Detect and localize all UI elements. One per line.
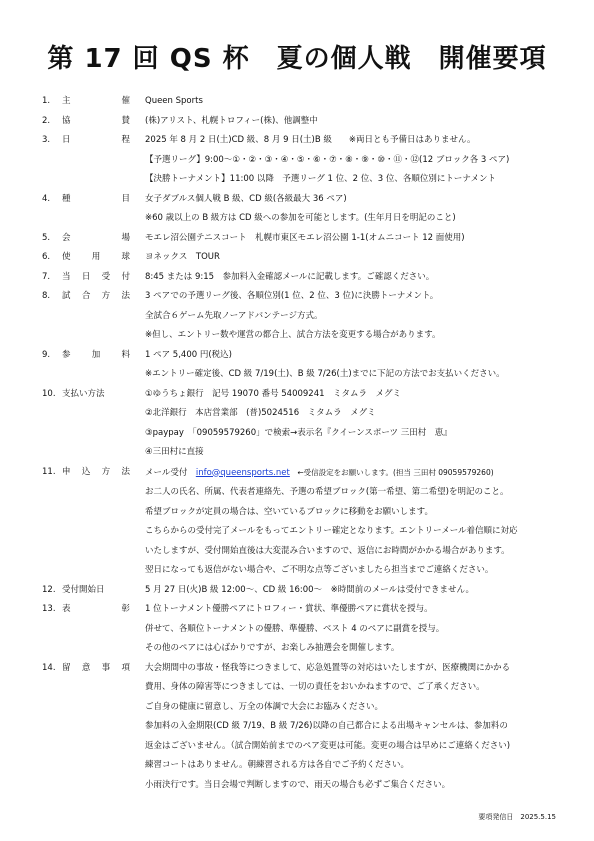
section-label — [62, 190, 130, 210]
section-body — [145, 659, 585, 796]
sections-list — [0, 92, 594, 795]
section-number: 10. — [42, 388, 56, 399]
section-4 — [0, 190, 594, 229]
section-line: 希望ブロックが定員の場合は、空いているブロックに移動をお願いします。 — [145, 506, 433, 517]
section-number: 9. — [42, 349, 51, 360]
section-label-char: 使 — [62, 252, 71, 262]
section-7 — [0, 268, 594, 288]
section-label-char: 用 — [91, 252, 101, 262]
section-line: 参加料の入金期限(CD 級 7/19、B 級 7/26)以降の自己都合による出場キャンセルは、参加料の — [145, 721, 508, 731]
section-label — [62, 581, 130, 601]
section-label-char: 当 — [62, 271, 71, 282]
section-label-char: 合 — [81, 291, 91, 301]
section-body — [145, 268, 585, 288]
section-number: 3. — [42, 135, 51, 145]
section-line: Queen Sports — [145, 96, 203, 106]
section-label-char: 加 — [91, 349, 101, 360]
section-body — [145, 190, 585, 229]
section-label-char: 試 — [62, 291, 71, 301]
section-number: 6. — [42, 252, 51, 262]
section-number: 11. — [42, 466, 56, 477]
section-9 — [0, 346, 594, 385]
section-body — [145, 463, 585, 581]
section-label — [62, 229, 130, 249]
section-label-char: 会 — [62, 232, 71, 243]
section-label — [62, 463, 130, 483]
section-label-char: 球 — [121, 252, 130, 262]
section-line: いたしますが、受付開始直後は大変混み合いますので、返信にお時間がかかる場合があります。 — [145, 545, 510, 556]
section-body — [145, 581, 585, 601]
section-13 — [0, 600, 594, 659]
section-2 — [0, 112, 594, 132]
section-label-char: 項 — [121, 662, 130, 673]
section-number: 14. — [42, 662, 56, 673]
section-label-char: 申 — [62, 466, 71, 477]
section-body — [145, 287, 585, 346]
section-label-char: 込 — [81, 466, 91, 477]
section-line: 1 ペア 5,400 円(税込) — [145, 349, 232, 360]
section-line: 併せて、各順位トーナメントの優勝、準優勝、ベスト 4 のペアに副賞を授与。 — [145, 623, 445, 634]
section-line: 【決勝トーナメント】11:00 以降 予選リーグ 1 位、2 位、3 位、各順位別にトーナメント — [145, 174, 497, 184]
section-line: 8:45 または 9:15 参加料入金確認メールに記載します。ご確認ください。 — [145, 271, 435, 282]
section-line: 女子ダブルス個人戦 B 級、CD 級(各級最大 36 ペア) — [145, 193, 347, 204]
section-line: 5 月 27 日(火)B 級 12:00～、CD 級 16:00～ ※時間前のメールは受付できません。 — [145, 584, 475, 595]
section-12 — [0, 581, 594, 601]
section-number: 13. — [42, 604, 56, 614]
section-line: ヨネックス TOUR — [145, 252, 220, 262]
section-11 — [0, 463, 594, 581]
section-line: お二人の氏名、所属、代表者連絡先、予選の希望ブロック(第一希望、第二希望)を明記のこと。 — [145, 487, 509, 497]
section-14 — [0, 659, 594, 796]
section-line: 練習コートはありません。朝練習される方は各自でご予約ください。 — [145, 760, 410, 770]
section-body — [145, 346, 585, 385]
section-line: ③paypay 「09059579260」で検索→表示名『クイーンスポーツ 三田村 恵』 — [145, 427, 452, 438]
mail-suffix: ←受信設定をお願いします。(担当 三田村 09059579260) — [289, 467, 494, 477]
section-label — [62, 248, 130, 268]
section-label — [62, 659, 130, 679]
section-line: ※但し、エントリー数や運営の都合上、試合方法を変更する場合があります。 — [145, 330, 441, 340]
section-line: こちらからの受付完了メールをもってエントリー確定となります。エントリーメール着信順に対応 — [145, 526, 518, 536]
section-label-char: 方 — [101, 291, 111, 301]
section-line: ②北洋銀行 本店営業部 (普)5024516 ミタムラ メグミ — [145, 408, 376, 418]
section-line: 1 位トーナメント優勝ペアにトロフィー・賞状、準優勝ペアに賞状を授与。 — [145, 604, 433, 614]
section-number: 7. — [42, 271, 51, 282]
section-line: 小雨決行です。当日会場で判断しますので、雨天の場合も必ずご集合ください。 — [145, 779, 451, 790]
section-line: 費用、身体の障害等につきましては、一切の責任をおいかねますので、ご了承ください。 — [145, 682, 485, 692]
email-link[interactable]: info@queensports.net — [195, 467, 290, 478]
section-label — [62, 92, 130, 112]
section-label — [62, 131, 130, 151]
section-label-char: 催 — [121, 96, 130, 106]
section-label-char: 法 — [121, 291, 130, 301]
section-label-char: 支払い方法 — [62, 388, 105, 399]
section-5 — [0, 229, 594, 249]
section-label-char: 意 — [81, 662, 91, 673]
section-label-char: 表 — [62, 604, 71, 614]
section-label-char: 協 — [62, 115, 71, 126]
section-line: ※エントリー確定後、CD 級 7/19(土)、B 級 7/26(土)までに下記の方法でお支払いください。 — [145, 369, 505, 379]
section-body — [145, 92, 585, 112]
section-body — [145, 248, 585, 268]
section-label-char: 程 — [121, 135, 130, 145]
section-line: 3 ペアでの予選リーグ後、各順位別(1 位、2 位、3 位)に決勝トーナメント。 — [145, 291, 439, 301]
section-body — [145, 600, 585, 659]
section-label-char: 料 — [121, 349, 130, 360]
section-label — [62, 600, 130, 620]
issue-date: 要項発信日 2025.5.15 — [478, 813, 556, 821]
section-line: ご自身の健康に留意し、万全の体調で大会にお臨みください。 — [145, 701, 384, 712]
section-body — [145, 112, 585, 132]
section-label-char: 種 — [62, 193, 71, 204]
section-8 — [0, 287, 594, 346]
section-number: 1. — [42, 96, 51, 106]
section-body — [145, 385, 585, 463]
section-label — [62, 287, 130, 307]
section-line: ④三田村に直接 — [145, 447, 204, 457]
section-line: (株)アリスト、札幌トロフィー(株)、他調整中 — [145, 115, 318, 126]
section-3 — [0, 131, 594, 190]
section-line: ※60 歳以上の B 級方は CD 級への参加を可能とします。(生年月日を明記のこと) — [145, 213, 456, 223]
section-body — [145, 131, 585, 190]
section-line: 2025 年 8 月 2 日(土)CD 級、8 月 9 日(土)B 級 ※両日とも予備日はありません。 — [145, 135, 476, 145]
section-label-char: 付 — [121, 271, 130, 282]
section-label-char: 主 — [62, 96, 71, 106]
section-number: 5. — [42, 232, 51, 243]
section-label-char: 参 — [62, 349, 71, 360]
section-label-char: 方 — [101, 466, 111, 477]
section-label — [62, 268, 130, 288]
mail-line — [145, 463, 585, 484]
section-label-char: 日 — [81, 271, 91, 282]
section-label-char: 留 — [62, 662, 71, 673]
page-title: 第 17 回 QS 杯 夏の個人戦 開催要項 — [47, 44, 547, 74]
section-line: 大会期間中の事故・怪我等につきまして、応急処置等の対応はいたしますが、医療機関にかかる — [145, 662, 511, 673]
section-line: 翌日になっても返信がない場合や、ご不明な点等ございましたら担当までご連絡ください。 — [145, 565, 494, 575]
section-number: 4. — [42, 193, 51, 204]
section-label — [62, 112, 130, 132]
section-label-char: 日 — [62, 135, 71, 145]
section-label-char: 賛 — [121, 115, 130, 126]
section-6 — [0, 248, 594, 268]
section-label-char: 受 — [101, 271, 111, 282]
section-label — [62, 346, 130, 366]
section-label — [62, 385, 130, 405]
section-number: 8. — [42, 291, 51, 301]
section-number: 12. — [42, 584, 56, 595]
section-10 — [0, 385, 594, 463]
section-label-char: 彰 — [121, 604, 130, 614]
section-label-char: 受付開始日 — [62, 584, 105, 595]
section-1 — [0, 92, 594, 112]
mail-prefix: メール受付 — [145, 467, 196, 478]
section-label-char: 場 — [121, 232, 130, 243]
section-line: モエレ沼公園テニスコート 札幌市東区モエレ沼公園 1-1(オムニコート 12 面使用) — [145, 232, 465, 243]
section-label-char: 目 — [121, 193, 130, 204]
section-label-char: 事 — [101, 662, 111, 673]
section-label-char: 法 — [121, 466, 130, 477]
section-body — [145, 229, 585, 249]
section-number: 2. — [42, 115, 51, 126]
section-line: その他のペアには心ばかりですが、お楽しみ抽選会を開催します。 — [145, 643, 400, 653]
section-line: 【予選リーグ】9:00～①・②・③・④・⑤・⑥・⑦・⑧・⑨・⑩・⑪・⑫(12 ブロック各 3 ペア) — [145, 154, 510, 165]
section-line: 全試合６ゲーム先取ノーアドバンテージ方式。 — [145, 310, 323, 321]
section-line: 返金はございません。（試合開始前までのペア変更は可能。変更の場合は早めにご連絡ください) — [145, 740, 511, 751]
section-line: ①ゆうちょ銀行 記号 19070 番号 54009241 ミタムラ メグミ — [145, 388, 402, 399]
